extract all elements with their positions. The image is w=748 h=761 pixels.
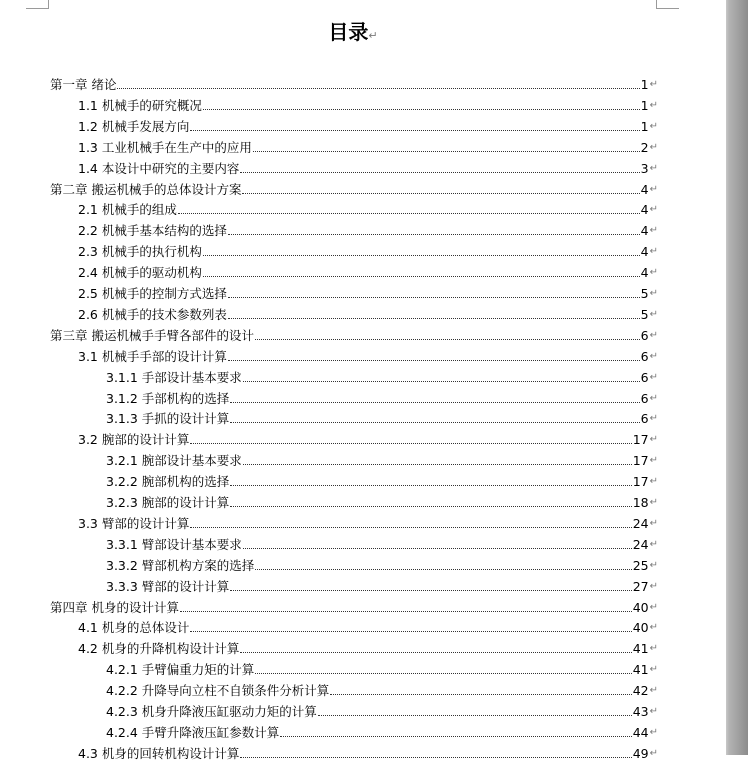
toc-entry-page-number: 24: [632, 515, 649, 531]
paragraph-mark-icon: ↵: [649, 99, 658, 111]
toc-dot-leader: [180, 611, 632, 612]
paragraph-mark-icon: ↵: [649, 559, 658, 571]
toc-entry-label: 3.1.3 手抓的设计计算: [106, 411, 230, 427]
toc-entry-page-number: 6: [640, 369, 649, 385]
toc-entry[interactable]: [50, 323, 658, 343]
toc-entry-label: 3.1.2 手部机构的选择: [106, 390, 230, 406]
toc-dot-leader: [203, 276, 640, 277]
toc-dot-leader: [230, 402, 639, 403]
toc-entry-label: 1.2 机械手发展方向: [78, 118, 190, 134]
paragraph-mark-icon: ↵: [649, 183, 658, 195]
toc-entry-page-number: 1: [640, 77, 649, 92]
toc-dot-leader: [318, 715, 632, 716]
paragraph-mark-icon: ↵: [649, 246, 658, 258]
toc-entry-label: 4.2.3 机身升降液压缸驱动力矩的计算: [106, 704, 317, 719]
toc-entry-label: 1.3 工业机械手在生产中的应用: [78, 139, 252, 155]
toc-dot-leader: [255, 339, 640, 340]
paragraph-mark-icon: ↵: [649, 329, 658, 341]
paragraph-mark-icon: ↵: [649, 685, 658, 697]
toc-entry-page-number: 4: [640, 265, 649, 281]
paragraph-mark-icon: ↵: [649, 706, 658, 717]
toc-entry-page-number: 6: [640, 327, 649, 343]
toc-dot-leader: [243, 464, 632, 465]
toc-entry[interactable]: [78, 260, 658, 280]
toc-entry-label: 1.1 机械手的研究概况: [78, 97, 202, 113]
paragraph-mark-icon: ↵: [649, 580, 658, 592]
toc-dot-leader: [230, 485, 631, 486]
toc-entry-page-number: 44: [632, 724, 649, 740]
toc-entry[interactable]: [78, 615, 658, 635]
toc-entry[interactable]: [106, 386, 658, 406]
toc-entry-label: 3.3.2 臂部机构方案的选择: [106, 557, 255, 573]
paragraph-mark-icon: ↵: [649, 392, 658, 404]
toc-entry-page-number: 43: [632, 704, 649, 719]
toc-entry[interactable]: [106, 553, 658, 573]
toc-entry[interactable]: [78, 511, 658, 531]
toc-entry-page-number: 4: [640, 181, 649, 197]
toc-dot-leader: [255, 569, 631, 570]
toc-dot-leader: [190, 130, 639, 131]
toc-entry-label: 2.6 机械手的技术参数列表: [78, 306, 227, 322]
toc-dot-leader: [243, 548, 632, 549]
toc-entry-label: 第一章 绪论: [50, 77, 117, 92]
toc-entry-label: 4.2.2 升降导向立柱不自锁条件分析计算: [106, 683, 330, 699]
toc-entry-page-number: 40: [632, 620, 649, 636]
toc-entry[interactable]: [78, 197, 658, 217]
toc-dot-leader: [240, 172, 639, 173]
paragraph-mark-icon: ↵: [649, 747, 658, 759]
toc-entry-page-number: 4: [640, 223, 649, 239]
toc-dot-leader: [203, 255, 640, 256]
toc-entry-page-number: 25: [632, 557, 649, 573]
paragraph-mark-icon: ↵: [649, 350, 658, 362]
toc-entry[interactable]: [78, 114, 658, 134]
paragraph-mark-icon: ↵: [649, 79, 658, 90]
window-gutter: [726, 0, 748, 755]
toc-dot-leader: [330, 694, 631, 695]
paragraph-mark-icon: ↵: [649, 538, 658, 550]
paragraph-mark-icon: ↵: [649, 225, 658, 237]
toc-entry-page-number: 27: [632, 578, 649, 594]
toc-dot-leader: [230, 422, 639, 423]
toc-entry-page-number: 3: [640, 160, 649, 176]
toc-dot-leader: [178, 213, 640, 214]
toc-entry-label: 3.3.1 臂部设计基本要求: [106, 536, 242, 552]
toc-entry-label: 2.1 机械手的组成: [78, 202, 177, 218]
toc-entry-label: 第二章 搬运机械手的总体设计方案: [50, 181, 242, 197]
paragraph-mark-icon: ↵: [649, 308, 658, 320]
toc-entry[interactable]: [78, 636, 658, 656]
page-corner-mark-left: [26, 0, 49, 9]
toc-entry[interactable]: [78, 93, 658, 113]
toc-entry-page-number: 42: [632, 683, 649, 699]
toc-entry-page-number: 41: [632, 662, 649, 678]
toc-dot-leader: [230, 590, 631, 591]
paragraph-mark-icon: ↵: [649, 622, 658, 634]
toc-entry[interactable]: [78, 302, 658, 322]
toc-entry-label: 3.2.2 腕部机构的选择: [106, 474, 230, 490]
paragraph-mark-icon: ↵: [649, 643, 658, 655]
toc-dot-leader: [255, 673, 631, 674]
toc-entry-label: 2.2 机械手基本结构的选择: [78, 223, 227, 239]
paragraph-mark-icon: ↵: [649, 476, 658, 488]
toc-dot-leader: [228, 234, 640, 235]
toc-entry-page-number: 40: [632, 599, 649, 615]
toc-dot-leader: [190, 631, 631, 632]
toc-entry-page-number: 2: [640, 139, 649, 155]
toc-dot-leader: [190, 527, 631, 528]
toc-entry[interactable]: [50, 177, 658, 197]
toc-entry[interactable]: [106, 699, 658, 719]
toc-entry-label: 3.2 腕部的设计计算: [78, 432, 190, 448]
paragraph-mark-icon: ↵: [649, 141, 658, 153]
toc-entry-page-number: 17: [632, 453, 649, 469]
toc-entry[interactable]: [106, 532, 658, 552]
toc-entry-label: 4.3 机身的回转机构设计计算: [78, 745, 240, 761]
toc-entry[interactable]: [106, 365, 658, 385]
toc-entry[interactable]: [106, 448, 658, 468]
toc-dot-leader: [228, 297, 640, 298]
toc-dot-leader: [240, 652, 631, 653]
paragraph-mark-icon: ↵: [649, 601, 658, 613]
toc-dot-leader: [203, 109, 640, 110]
paragraph-mark-icon: ↵: [649, 497, 658, 508]
toc-entry-label: 3.3 臂部的设计计算: [78, 515, 190, 531]
toc-entry-label: 第四章 机身的设计计算: [50, 599, 179, 615]
toc-entry-label: 4.2 机身的升降机构设计计算: [78, 641, 240, 657]
toc-entry-page-number: 17: [632, 432, 649, 448]
toc-entry-label: 4.2.4 手臂升降液压缸参数计算: [106, 724, 280, 740]
toc-entry[interactable]: [106, 574, 658, 594]
toc-entry-label: 4.2.1 手臂偏重力矩的计算: [106, 662, 255, 678]
toc-entry[interactable]: [106, 678, 658, 698]
paragraph-mark-icon: ↵: [649, 120, 658, 132]
paragraph-mark-icon: ↵: [649, 162, 658, 174]
paragraph-mark-icon: ↵: [649, 434, 658, 446]
toc-dot-leader: [242, 193, 639, 194]
toc-entry[interactable]: [78, 427, 658, 447]
toc-entry[interactable]: [78, 741, 658, 761]
toc-entry-page-number: 4: [640, 202, 649, 218]
toc-entry-page-number: 6: [640, 390, 649, 406]
paragraph-mark-icon: ↵: [649, 726, 658, 738]
toc-entry-page-number: 49: [632, 745, 649, 761]
toc-entry-label: 4.1 机身的总体设计: [78, 620, 190, 636]
toc-entry[interactable]: [106, 469, 658, 489]
toc-entry[interactable]: [106, 490, 658, 510]
page-corner-mark-right: [656, 0, 679, 9]
toc-entry-label: 2.4 机械手的驱动机构: [78, 265, 202, 281]
paragraph-mark-icon: ↵: [368, 29, 378, 42]
paragraph-mark-icon: ↵: [649, 288, 658, 299]
paragraph-mark-icon: ↵: [649, 267, 658, 279]
toc-dot-leader: [228, 318, 640, 319]
toc-entry-page-number: 6: [640, 411, 649, 427]
toc-entry[interactable]: [106, 720, 658, 740]
paragraph-mark-icon: ↵: [649, 413, 658, 425]
paragraph-mark-icon: ↵: [649, 455, 658, 467]
toc-dot-leader: [190, 443, 631, 444]
toc-entry[interactable]: [106, 406, 658, 426]
toc-entry-page-number: 17: [632, 474, 649, 490]
paragraph-mark-icon: ↵: [649, 204, 658, 216]
toc-entry[interactable]: [78, 218, 658, 238]
toc-entry-page-number: 1: [640, 97, 649, 113]
toc-dot-leader: [228, 360, 640, 361]
toc-entry[interactable]: [78, 135, 658, 155]
toc-title-text: 目录: [328, 20, 369, 44]
toc-entry-page-number: 18: [632, 495, 649, 510]
toc-entry-label: 3.1 机械手手部的设计计算: [78, 348, 227, 364]
toc-entry-page-number: 6: [640, 348, 649, 364]
paragraph-mark-icon: ↵: [649, 371, 658, 383]
toc-dot-leader: [280, 736, 631, 737]
toc-dot-leader: [243, 381, 640, 382]
toc-entry-page-number: 5: [640, 286, 649, 301]
toc-entry-label: 3.2.1 腕部设计基本要求: [106, 453, 242, 469]
toc-entry-label: 2.5 机械手的控制方式选择: [78, 286, 227, 301]
toc-entry[interactable]: [78, 156, 658, 176]
toc-entry[interactable]: [106, 657, 658, 677]
toc-dot-leader: [253, 151, 640, 152]
toc-entry-page-number: 4: [640, 244, 649, 260]
toc-entry[interactable]: [50, 595, 658, 615]
toc-entry-label: 2.3 机械手的执行机构: [78, 244, 202, 260]
toc-entry-page-number: 41: [632, 641, 649, 657]
toc-entry-label: 3.3.3 臂部的设计计算: [106, 578, 230, 594]
toc-entry-page-number: 5: [640, 306, 649, 322]
toc-entry-label: 1.4 本设计中研究的主要内容: [78, 160, 240, 176]
toc-title: [0, 16, 706, 45]
toc-dot-leader: [117, 88, 639, 89]
toc-entry-label: 3.1.1 手部设计基本要求: [106, 369, 242, 385]
toc-entry[interactable]: [78, 344, 658, 364]
toc-dot-leader: [230, 506, 631, 507]
toc-entry[interactable]: [78, 239, 658, 259]
toc-entry[interactable]: [78, 281, 658, 301]
toc-entry[interactable]: [50, 72, 658, 92]
toc-entry-label: 第三章 搬运机械手手臂各部件的设计: [50, 327, 254, 343]
toc-entry-page-number: 24: [632, 536, 649, 552]
paragraph-mark-icon: ↵: [649, 517, 658, 529]
toc-entry-page-number: 1: [640, 118, 649, 134]
paragraph-mark-icon: ↵: [649, 664, 658, 676]
toc-dot-leader: [240, 757, 631, 758]
toc-entry-label: 3.2.3 腕部的设计计算: [106, 495, 230, 510]
